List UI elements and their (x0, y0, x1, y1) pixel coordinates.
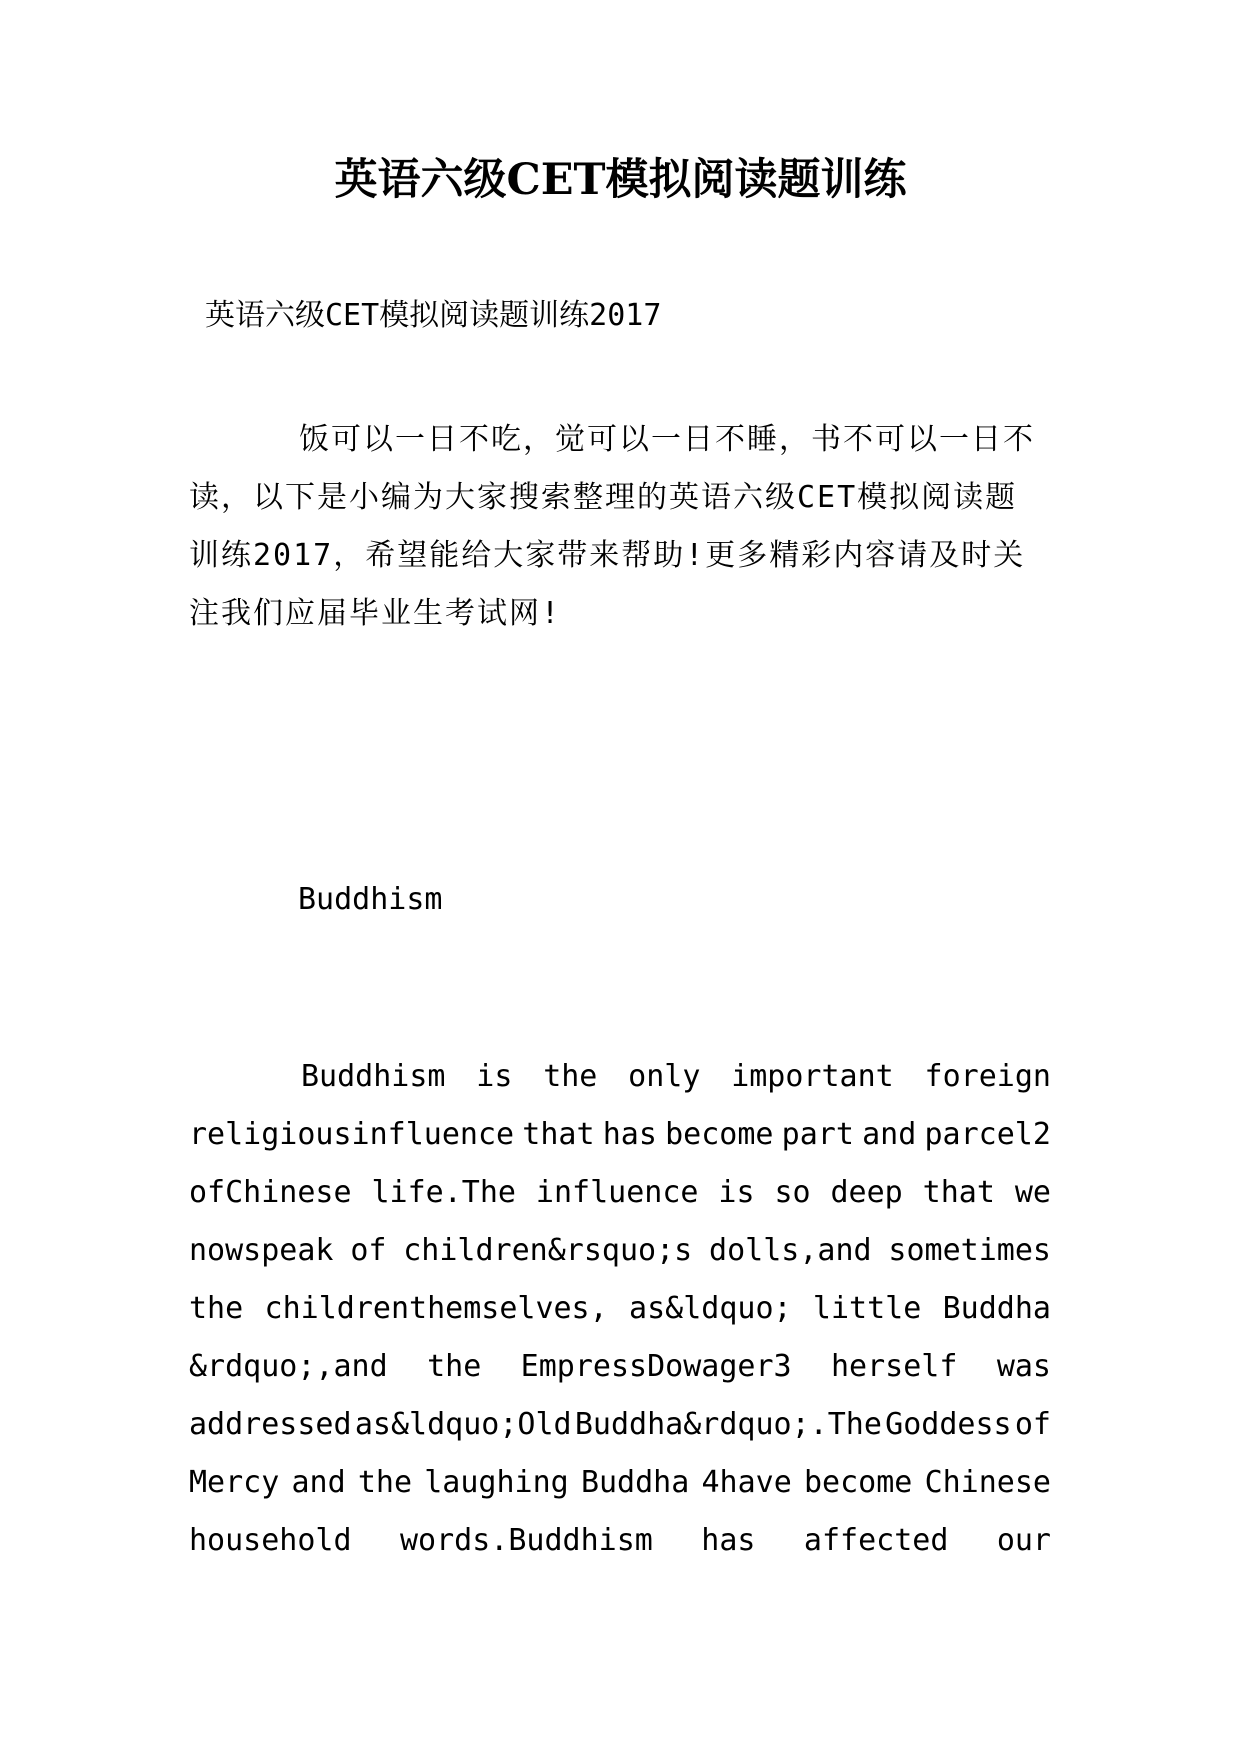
body-line (189, 1280, 1051, 1338)
body-word: children&rsquo;s (403, 1233, 693, 1268)
body-word: as&ldquo; (629, 1291, 792, 1326)
body-word: religiousinfluence (189, 1117, 515, 1152)
body-word: that (922, 1175, 995, 1210)
body-word: little (812, 1291, 922, 1326)
body-word: and (862, 1117, 917, 1152)
body-paragraph (189, 1048, 1051, 1570)
body-word: household (189, 1523, 352, 1558)
body-word: and (291, 1465, 346, 1500)
body-word: was (996, 1349, 1051, 1384)
body-word: of (1014, 1407, 1051, 1442)
body-word: as&ldquo;Old (354, 1407, 572, 1442)
body-word: the (189, 1291, 244, 1326)
body-word: deep (830, 1175, 903, 1210)
body-line (189, 1222, 1051, 1280)
body-word: is (476, 1059, 513, 1094)
body-line (189, 1454, 1051, 1512)
body-word: part (781, 1117, 854, 1152)
intro-line: 饭可以一日不吃，觉可以一日不睡，书不可以一日不 (299, 422, 1035, 457)
body-word: become (665, 1117, 774, 1152)
body-word: addressed (189, 1407, 352, 1442)
body-word: herself (830, 1349, 958, 1384)
body-word: Chinese (924, 1465, 1051, 1500)
body-word: the (357, 1465, 413, 1500)
intro-line: 读，以下是小编为大家搜索整理的英语六级CET模拟阅读题 (189, 480, 1018, 515)
body-word: the (543, 1059, 598, 1094)
body-word: Goddess (885, 1407, 1012, 1442)
body-word: EmpressDowager3 (520, 1349, 792, 1384)
body-word: &rdquo;,and (189, 1349, 388, 1384)
body-word: foreign (924, 1059, 1051, 1094)
body-line (189, 1338, 1051, 1396)
body-word: of (350, 1233, 387, 1268)
body-word: is (718, 1175, 755, 1210)
body-word: words.Buddhism (399, 1523, 653, 1558)
body-word: ofChinese (189, 1175, 352, 1210)
body-word: childrenthemselves, (264, 1291, 608, 1326)
body-word: Buddha (942, 1291, 1051, 1326)
body-word: dolls,and (709, 1233, 872, 1268)
body-word: has (602, 1117, 657, 1152)
document-title: 英语六级CET模拟阅读题训练 (334, 155, 907, 205)
body-word: important (731, 1059, 894, 1094)
body-word: the (427, 1349, 482, 1384)
intro-line: 训练2017，希望能给大家带来帮助!更多精彩内容请及时关 (189, 538, 1026, 573)
body-line (301, 1048, 1051, 1106)
body-line (189, 1512, 1051, 1570)
body-line (189, 1164, 1051, 1222)
section-heading: Buddhism (298, 882, 443, 917)
body-word: only (628, 1059, 701, 1094)
body-word: life.The (371, 1175, 516, 1210)
body-word: Buddhism (301, 1059, 446, 1094)
body-word: our (996, 1523, 1051, 1558)
body-word: has (701, 1523, 756, 1558)
body-word: 4have (701, 1465, 792, 1500)
body-word: influence (535, 1175, 699, 1210)
intro-line: 注我们应届毕业生考试网! (189, 596, 562, 631)
body-word: Buddha (580, 1465, 690, 1500)
body-line (189, 1396, 1051, 1454)
body-word: that (522, 1117, 595, 1152)
body-word: laughing (424, 1465, 569, 1500)
body-word: become (804, 1465, 913, 1500)
body-line (189, 1106, 1051, 1164)
body-word: Mercy (189, 1465, 280, 1500)
document-subtitle: 英语六级CET模拟阅读题训练2017 (205, 298, 662, 333)
intro-paragraph (189, 411, 1051, 643)
body-word: parcel2 (924, 1117, 1051, 1152)
body-word: we (1014, 1175, 1051, 1210)
body-word: Buddha&rdquo;.The (574, 1407, 882, 1442)
body-word: sometimes (888, 1233, 1051, 1268)
body-word: so (774, 1175, 811, 1210)
body-word: affected (803, 1523, 949, 1558)
body-word: nowspeak (189, 1233, 334, 1268)
